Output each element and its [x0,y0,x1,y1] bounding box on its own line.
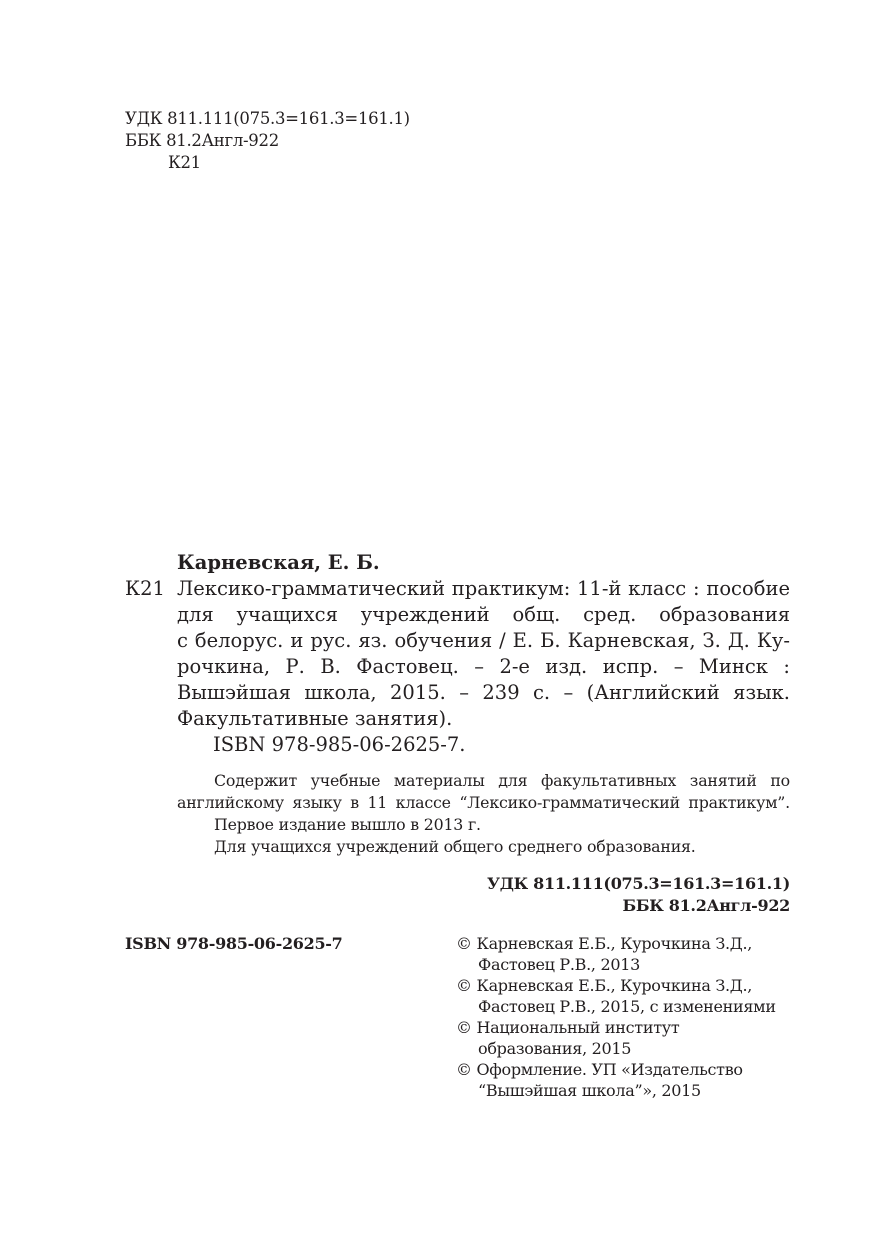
author-sign: К21 [125,577,165,600]
bbk-code: ББК 81.2Англ-922 [125,131,279,150]
copyright-list [456,933,776,1101]
author-heading: Карневская, Е. Б. [177,551,380,574]
copyright-line: “Вышэйшая школа”», 2015 [478,1081,701,1100]
copyright-line: образования, 2015 [478,1039,632,1058]
annotation-line: Первое издание вышло в 2013 г. [214,815,481,834]
biblio-line: Вышэйшая школа, 2015. – 239 с. – (Английский язык. [177,681,790,704]
isbn-bottom: ISBN 978-985-06-2625-7 [125,934,343,953]
annotation-line: Для учащихся учреждений общего среднего образования. [214,837,696,856]
copyright-line: © Карневская Е.Б., Курочкина З.Д., [456,934,753,953]
annotation-line: английскому языку в 11 классе “Лексико-грамматический практикум”. [177,793,790,812]
biblio-entry [125,576,790,732]
copyright-line: © Карневская Е.Б., Курочкина З.Д., [456,976,753,995]
bottom-classification [487,873,790,917]
annotation-line: Содержит учебные материалы для факультативных занятий по [214,771,790,790]
udk-code: УДК 811.111(075.3=161.3=161.1) [125,109,410,128]
biblio-isbn: ISBN 978-985-06-2625-7. [213,733,466,756]
udk-code-bottom: УДК 811.111(075.3=161.3=161.1) [487,874,790,893]
biblio-line: Лексико-грамматический практикум: 11-й класс : пособие [177,577,790,600]
biblio-line: для учащихся учреждений общ. сред. образования [177,603,790,626]
copyright-line: Фастовец Р.В., 2015, с изменениями [478,997,776,1016]
biblio-line: с белорус. и рус. яз. обучения / Е. Б. Карневская, З. Д. Ку- [177,629,790,652]
biblio-line: Факультативные занятия). [177,707,453,730]
copyright-line: © Оформление. УП «Издательство [456,1060,743,1079]
copyright-line: © Национальный институт [456,1018,680,1037]
annotation [177,770,790,858]
bbk-code-bottom: ББК 81.2Англ-922 [622,896,790,915]
bibliographic-record [125,550,790,758]
biblio-line: рочкина, Р. В. Фастовец. – 2-е изд. испр. – Минск : [177,655,790,678]
author-sign-code: К21 [168,153,201,172]
copyright-line: Фастовец Р.В., 2013 [478,955,641,974]
top-classification [125,108,410,174]
